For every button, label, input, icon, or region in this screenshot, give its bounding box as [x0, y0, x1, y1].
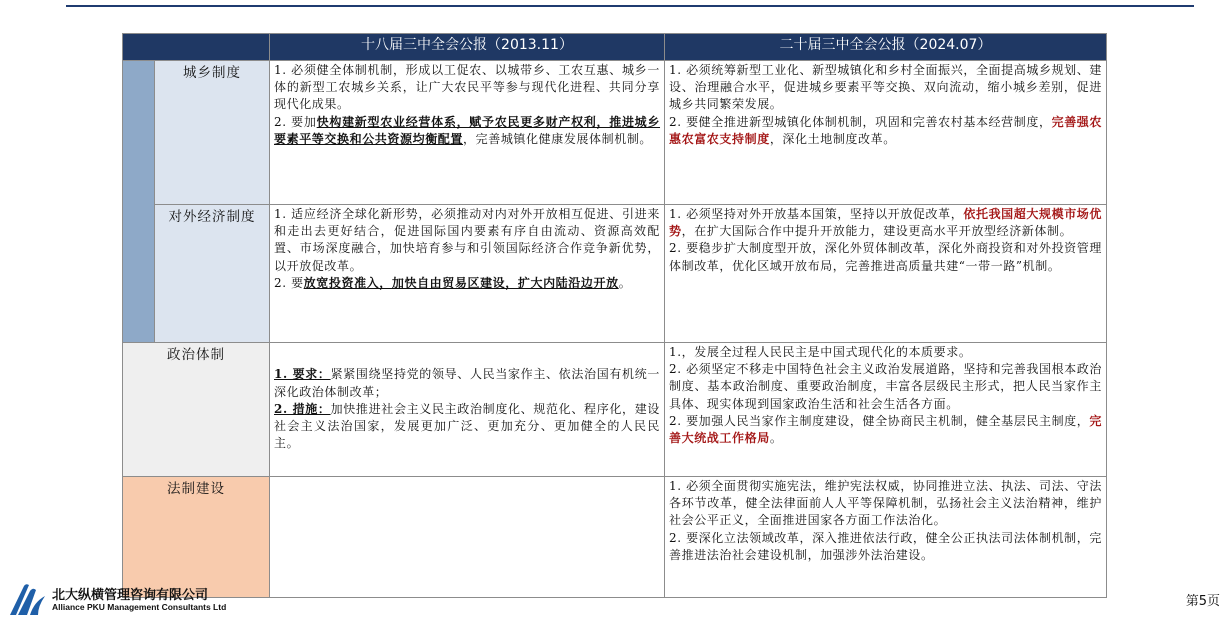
econ-group-bar [123, 61, 155, 343]
highlight-text: 完善大统战工作格局 [669, 413, 1102, 446]
alliance-pku-logo-icon [8, 582, 46, 616]
table-row [123, 205, 1107, 343]
emphasis-text: 2. 措施： [274, 401, 331, 416]
comparison-table [122, 33, 1107, 598]
left-cell [270, 61, 665, 205]
category-cell: 法制建设 [123, 477, 270, 598]
body-text: 2. 要稳步扩大制度型开放，深化外贸体制改革，深化外商投资和对外投资管理体制改革，优化区域开放布局，完善推进高质量共建“一带一路”机制。 [669, 241, 1102, 273]
table-header-row [123, 34, 1107, 61]
paragraph [669, 114, 1102, 148]
paragraph [669, 62, 1102, 114]
body-text: 。 [618, 275, 632, 290]
right-cell [665, 61, 1107, 205]
paragraph [274, 206, 660, 275]
body-text: 2. 要深化立法领域改革，深入推进依法行政，健全公正执法司法体制机制，完善推进法治社会建设机制，加强涉外法治建设。 [669, 530, 1102, 562]
body-text: 1. 必须统筹新型工业化、新型城镇化和乡村全面振兴，全面提高城乡规划、建设、治理融合水平，促进城乡要素平等交换、双向流动，缩小城乡差别，促进城乡共同繁荣发展。 [669, 63, 1102, 112]
paragraph [669, 413, 1102, 447]
paragraph [669, 240, 1102, 274]
paragraph [274, 275, 660, 292]
company-name-en: Alliance PKU Management Consultants Ltd [52, 602, 227, 612]
body-text: 2. 必须坚定不移走中国特色社会主义政治发展道路，坚持和完善我国根本政治制度、基本政治制度、重要政治制度，丰富各层级民主形式，把人民当家作主具体、现实体现到国家政治生活和社会生活各方面。 [669, 362, 1102, 411]
paragraph [669, 530, 1102, 564]
left-cell [270, 477, 665, 598]
body-text: 1.，发展全过程人民民主是中国式现代化的本质要求。 [669, 345, 972, 359]
body-text: 2. 要加强人民当家作主制度建设，健全协商民主机制，健全基层民主制度， [669, 413, 1090, 428]
body-text: 2. 要健全推进新型城镇化体制机制，巩固和完善农村基本经营制度， [669, 114, 1052, 129]
header-corner [123, 34, 270, 61]
paragraph [274, 401, 660, 453]
body-text: 2. 要加 [274, 114, 317, 129]
body-text: ，深化土地制度改革。 [769, 131, 896, 146]
category-cell: 城乡制度 [155, 61, 270, 205]
body-text: 1. 适应经济全球化新形势，必须推动对内对外开放相互促进、引进来和走出去更好结合，促进国际国内要素有序自由流动、资源高效配置、市场深度融合，加快培育参与和引领国际经济合作竞争新优势，以开放促改革。 [274, 207, 660, 273]
body-text: ，在扩大国际合作中提升开放能力，建设更高水平开放型经济新体制。 [681, 224, 1073, 239]
highlight-text: 完善强农惠农富农支持制度 [669, 114, 1103, 146]
emphasis-text: 1. 要求： [274, 367, 331, 382]
body-text: ，完善城镇化健康发展体制机制。 [463, 131, 653, 146]
body-text: 1. 必须全面贯彻实施宪法，维护宪法权威，协同推进立法、执法、司法、守法各环节改革，健全法律面前人人平等保障机制，弘扬社会主义法治精神，维护社会公平正义，全面推进国家各方面工作法治化。 [669, 479, 1102, 528]
paragraph [669, 206, 1102, 240]
right-cell [665, 205, 1107, 343]
emphasis-text: 放宽投资准入，加快自由贸易区建设，扩大内陆沿边开放 [303, 275, 619, 290]
body-text: 。 [769, 431, 783, 446]
company-name-cn: 北大纵横管理咨询有限公司 [52, 588, 209, 603]
table-row [123, 61, 1107, 205]
table-row [123, 343, 1107, 477]
category-cell: 政治体制 [123, 343, 270, 477]
top-divider [66, 5, 1194, 7]
paragraph [669, 478, 1102, 530]
paragraph [669, 361, 1102, 413]
body-text: 加快推进社会主义民主政治制度化、规范化、程序化，建设社会主义法治国家，发展更加广泛、更加充分、更加健全的人民民主。 [274, 401, 660, 451]
category-cell: 对外经济制度 [155, 205, 270, 343]
header-2024: 二十届三中全会公报（2024.07） [665, 34, 1107, 61]
right-cell [665, 477, 1107, 598]
paragraph [274, 366, 660, 400]
table-row [123, 477, 1107, 598]
highlight-text: 依托我国超大规模市场优势 [669, 207, 1102, 239]
body-text: 紧紧围绕坚持党的领导、人民当家作主、依法治国有机统一深化政治体制改革； [274, 367, 660, 399]
body-text: 1. 必须健全体制机制，形成以工促农、以城带乡、工农互惠、城乡一体的新型工农城乡关系，让广大农民平等参与现代化进程、共同分享现代化成果。 [274, 63, 660, 112]
header-2013: 十八届三中全会公报（2013.11） [270, 34, 665, 61]
paragraph [669, 344, 1102, 361]
body-text: 1. 必须坚持对外开放基本国策，坚持以开放促改革， [669, 207, 964, 221]
paragraph [274, 114, 660, 148]
paragraph [274, 62, 660, 114]
body-text: 2. 要 [274, 275, 304, 290]
right-cell [665, 343, 1107, 477]
emphasis-text: 快构建新型农业经营体系，赋予农民更多财产权利，推进城乡要素平等交换和公共资源均衡配置 [274, 114, 661, 146]
page-number: 第5页 [1185, 594, 1220, 609]
left-cell [270, 205, 665, 343]
left-cell [270, 343, 665, 477]
